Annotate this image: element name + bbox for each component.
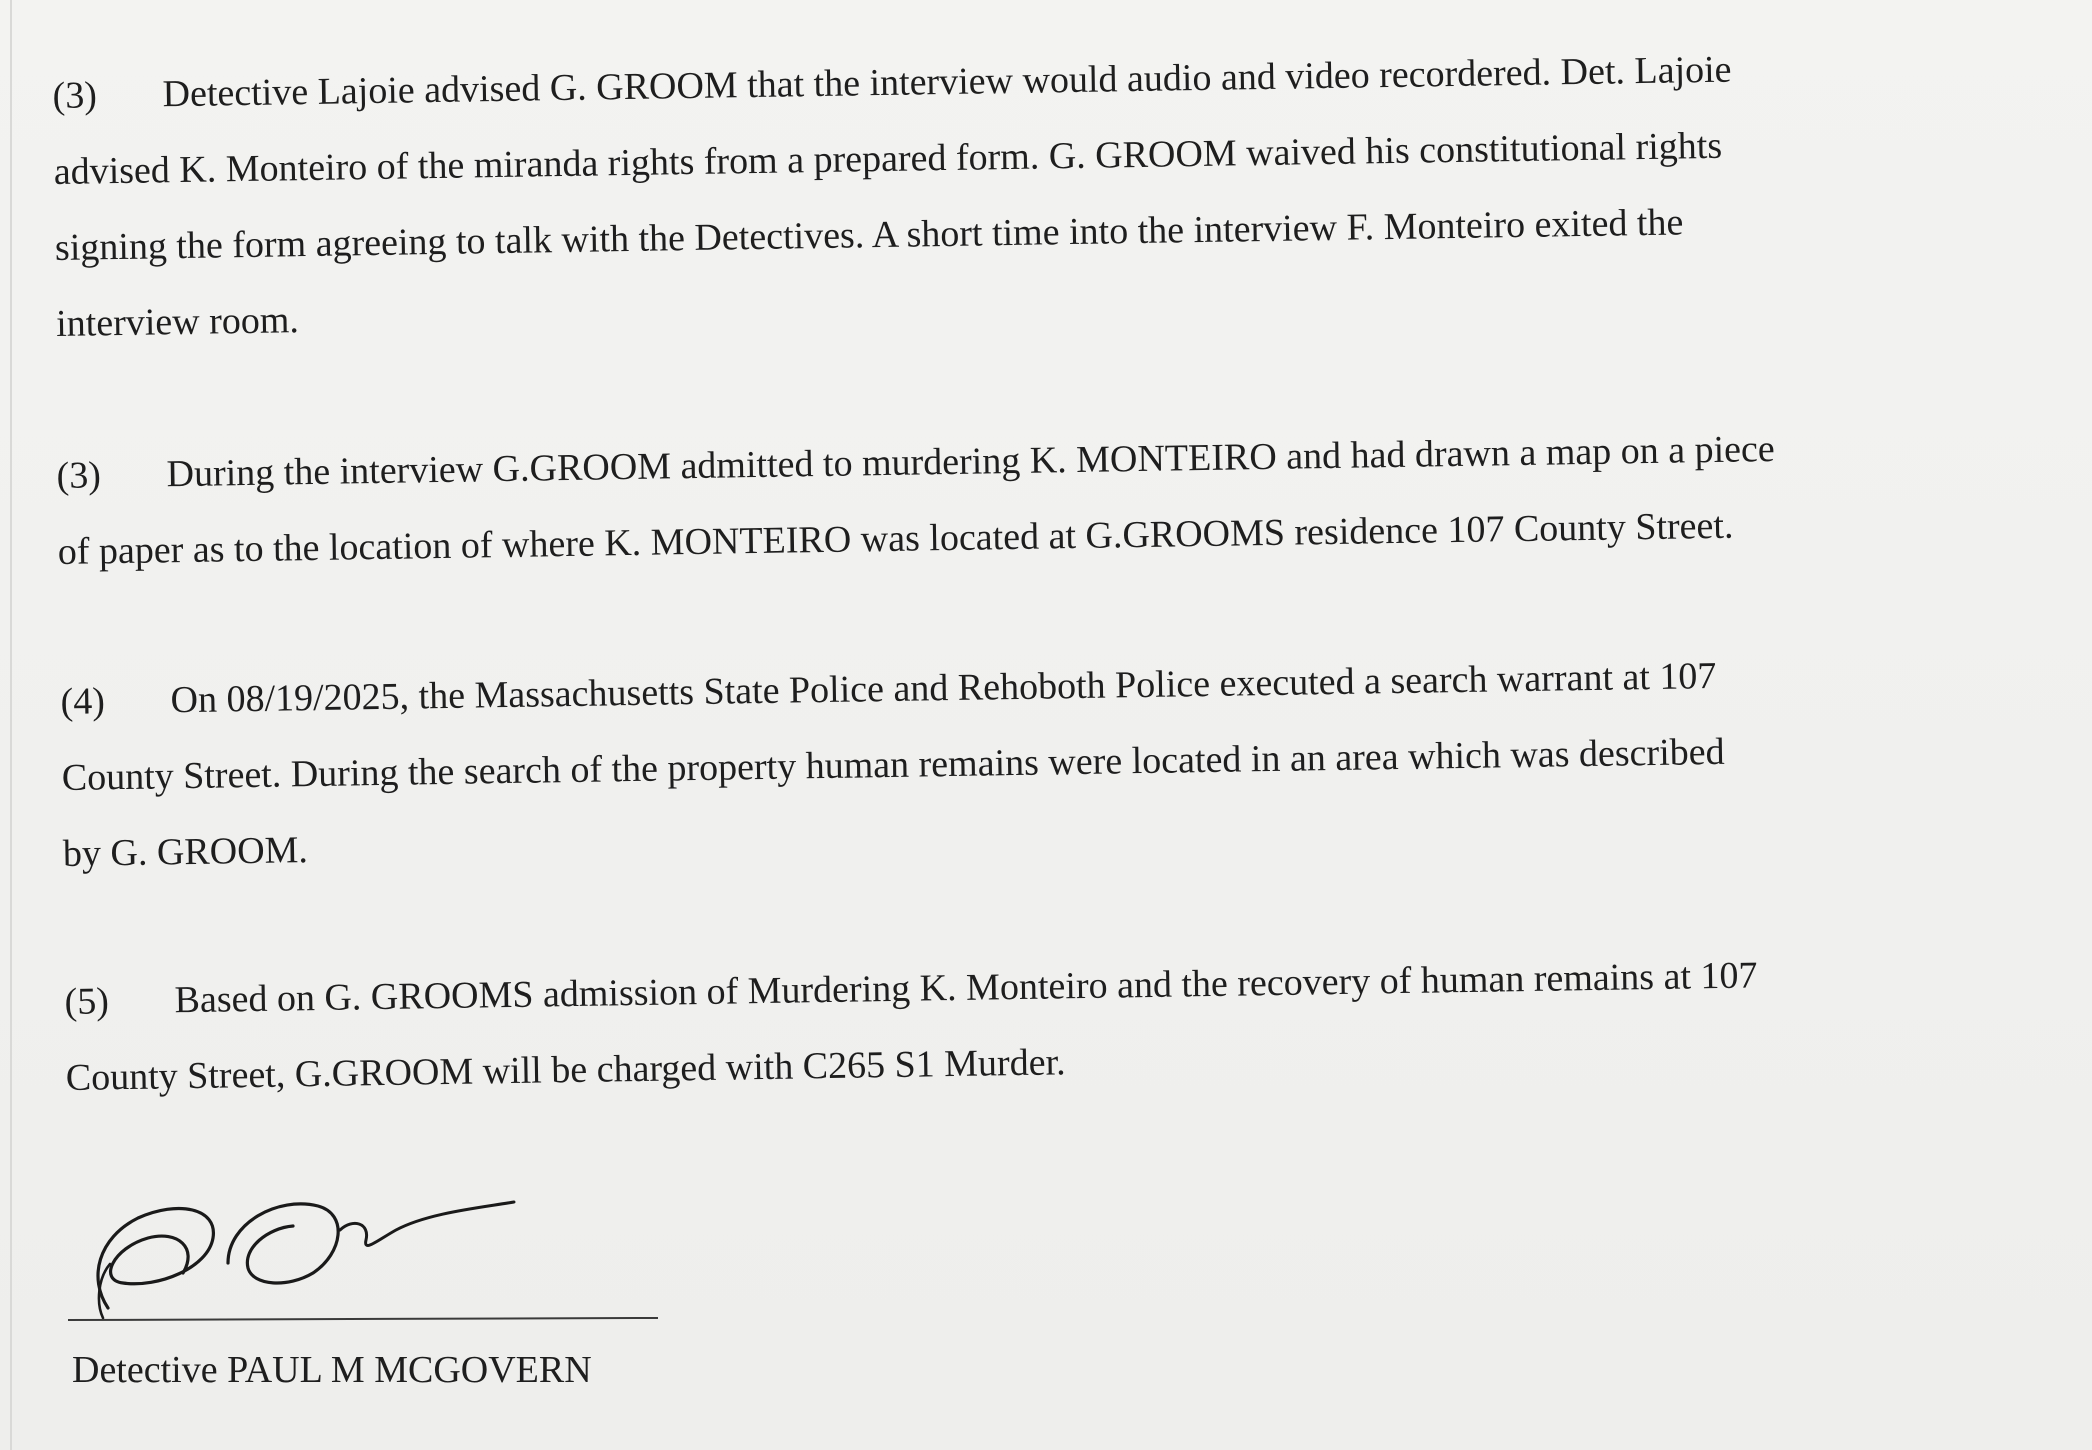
paragraph-line: signing the form agreeing to talk with the Detectives. A short time into the interview F. Monteiro exited the: [54, 201, 1684, 269]
paragraph-line: advised K. Monteiro of the miranda rights from a prepared form. G. GROOM waived his constitutional rights: [53, 124, 1723, 193]
page-left-edge: [10, 0, 12, 1450]
paragraph-line: County Street. During the search of the property human remains were located in an area which was described: [61, 730, 1725, 799]
signer-name: Detective PAUL M MCGOVERN: [72, 1349, 592, 1391]
paragraph-line: (4) On 08/19/2025, the Massachusetts State Police and Rehoboth Police executed a search warrant at 107: [60, 633, 2021, 740]
paragraph-number: (3): [52, 74, 98, 117]
paragraph-2: [56, 407, 2018, 590]
paragraph-4: [64, 933, 2026, 1116]
handwritten-signature: [78, 1168, 538, 1328]
paragraph-line: of paper as to the location of where K. MONTEIRO was located at G.GROOMS residence 107 County Street.: [57, 504, 1734, 573]
paragraph-line: (5) Based on G. GROOMS admission of Murdering K. Monteiro and the recovery of human remains at 107: [64, 933, 2025, 1040]
paragraph-number: (4): [60, 680, 106, 723]
paragraph-1: [52, 27, 2017, 362]
paragraph-line: interview room.: [55, 299, 300, 345]
paragraph-line: (3) During the interview G.GROOM admitted to murdering K. MONTEIRO and had drawn a map on a piece: [56, 407, 2017, 514]
paragraph-number: (3): [56, 454, 102, 497]
paragraph-line: (3) Detective Lajoie advised G. GROOM that the interview would audio and video recordered. Det. Lajoie: [52, 27, 2013, 134]
paragraph-number: (5): [64, 980, 110, 1023]
paragraph-3: [60, 633, 2023, 892]
paragraph-line: County Street, G.GROOM will be charged with C265 S1 Murder.: [65, 1041, 1066, 1099]
paragraph-line: by G. GROOM.: [62, 829, 309, 875]
